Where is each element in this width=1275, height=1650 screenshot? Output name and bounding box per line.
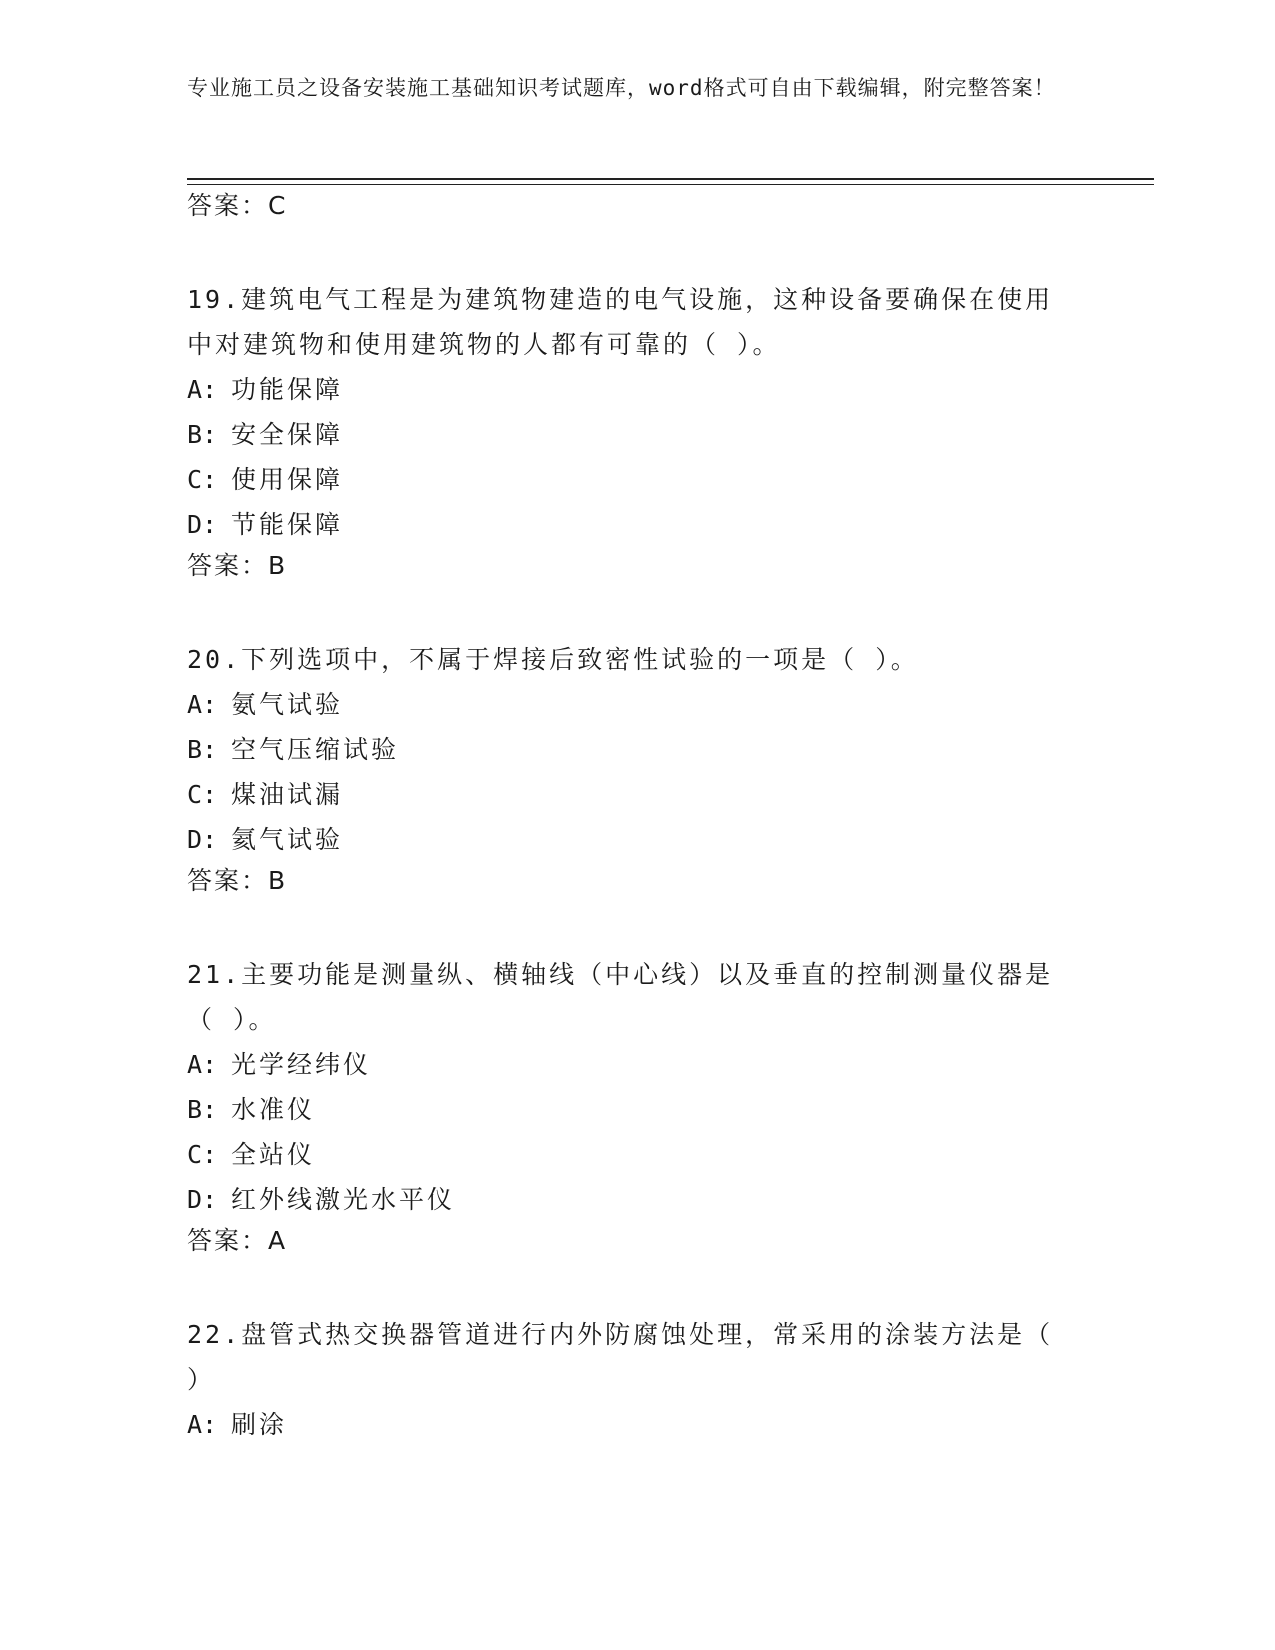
option-text: 氨气试验 xyxy=(231,690,344,719)
option-letter: B: xyxy=(187,1095,218,1124)
option-text: 红外线激光水平仪 xyxy=(231,1185,456,1214)
option-text: 安全保障 xyxy=(231,420,344,449)
option-text: 煤油试漏 xyxy=(231,780,344,809)
option-letter: C: xyxy=(187,1140,218,1169)
option-text: 使用保障 xyxy=(231,465,344,494)
option-text: 节能保障 xyxy=(231,510,344,539)
option-item xyxy=(187,367,1087,412)
option-letter: B: xyxy=(187,420,218,449)
option-letter: A: xyxy=(187,1410,218,1439)
option-letter: D: xyxy=(187,510,218,539)
option-text: 全站仪 xyxy=(231,1140,316,1169)
answer-label: 答案：B xyxy=(187,866,288,895)
option-letter: B: xyxy=(187,735,218,764)
question-block xyxy=(187,277,1087,583)
option-item xyxy=(187,1177,1087,1222)
question-text: 20.下列选项中，不属于焊接后致密性试验的一项是（ ）。 xyxy=(187,645,919,674)
option-item xyxy=(187,682,1087,727)
answer-label: 答案：C xyxy=(187,191,288,220)
option-item xyxy=(187,1042,1087,1087)
option-text: 光学经纬仪 xyxy=(231,1050,372,1079)
option-item xyxy=(187,1402,1087,1447)
question-text: 22.盘管式热交换器管道进行内外防腐蚀处理，常采用的涂装方法是（ ） xyxy=(187,1320,1054,1394)
option-item xyxy=(187,1132,1087,1177)
option-item xyxy=(187,817,1087,862)
option-item xyxy=(187,502,1087,547)
option-letter: D: xyxy=(187,1185,218,1214)
question-text: 19.建筑电气工程是为建筑物建造的电气设施，这种设备要确保在使用中对建筑物和使用建筑物的人都有可靠的（ ）。 xyxy=(187,285,1054,359)
option-letter: A: xyxy=(187,1050,218,1079)
option-letter: C: xyxy=(187,465,218,494)
option-letter: A: xyxy=(187,690,218,719)
option-text: 水准仪 xyxy=(231,1095,316,1124)
option-item xyxy=(187,457,1087,502)
option-letter: C: xyxy=(187,780,218,809)
header-divider xyxy=(187,178,1154,185)
option-text: 刷涂 xyxy=(231,1410,288,1439)
option-item xyxy=(187,1087,1087,1132)
option-text: 功能保障 xyxy=(231,375,344,404)
option-text: 空气压缩试验 xyxy=(231,735,400,764)
option-item xyxy=(187,412,1087,457)
question-block xyxy=(187,1312,1087,1447)
option-letter: A: xyxy=(187,375,218,404)
question-text: 21.主要功能是测量纵、横轴线（中心线）以及垂直的控制测量仪器是（ ）。 xyxy=(187,960,1054,1034)
answer-label: 答案：A xyxy=(187,1226,288,1255)
answer-label: 答案：B xyxy=(187,551,288,580)
question-block xyxy=(187,952,1087,1258)
question-list xyxy=(187,189,1087,1447)
question-block xyxy=(187,637,1087,898)
document-header: 专业施工员之设备安装施工基础知识考试题库，word格式可自由下载编辑，附完整答案！ xyxy=(187,76,1056,100)
option-item xyxy=(187,727,1087,772)
option-item xyxy=(187,772,1087,817)
option-letter: D: xyxy=(187,825,218,854)
option-text: 氦气试验 xyxy=(231,825,344,854)
